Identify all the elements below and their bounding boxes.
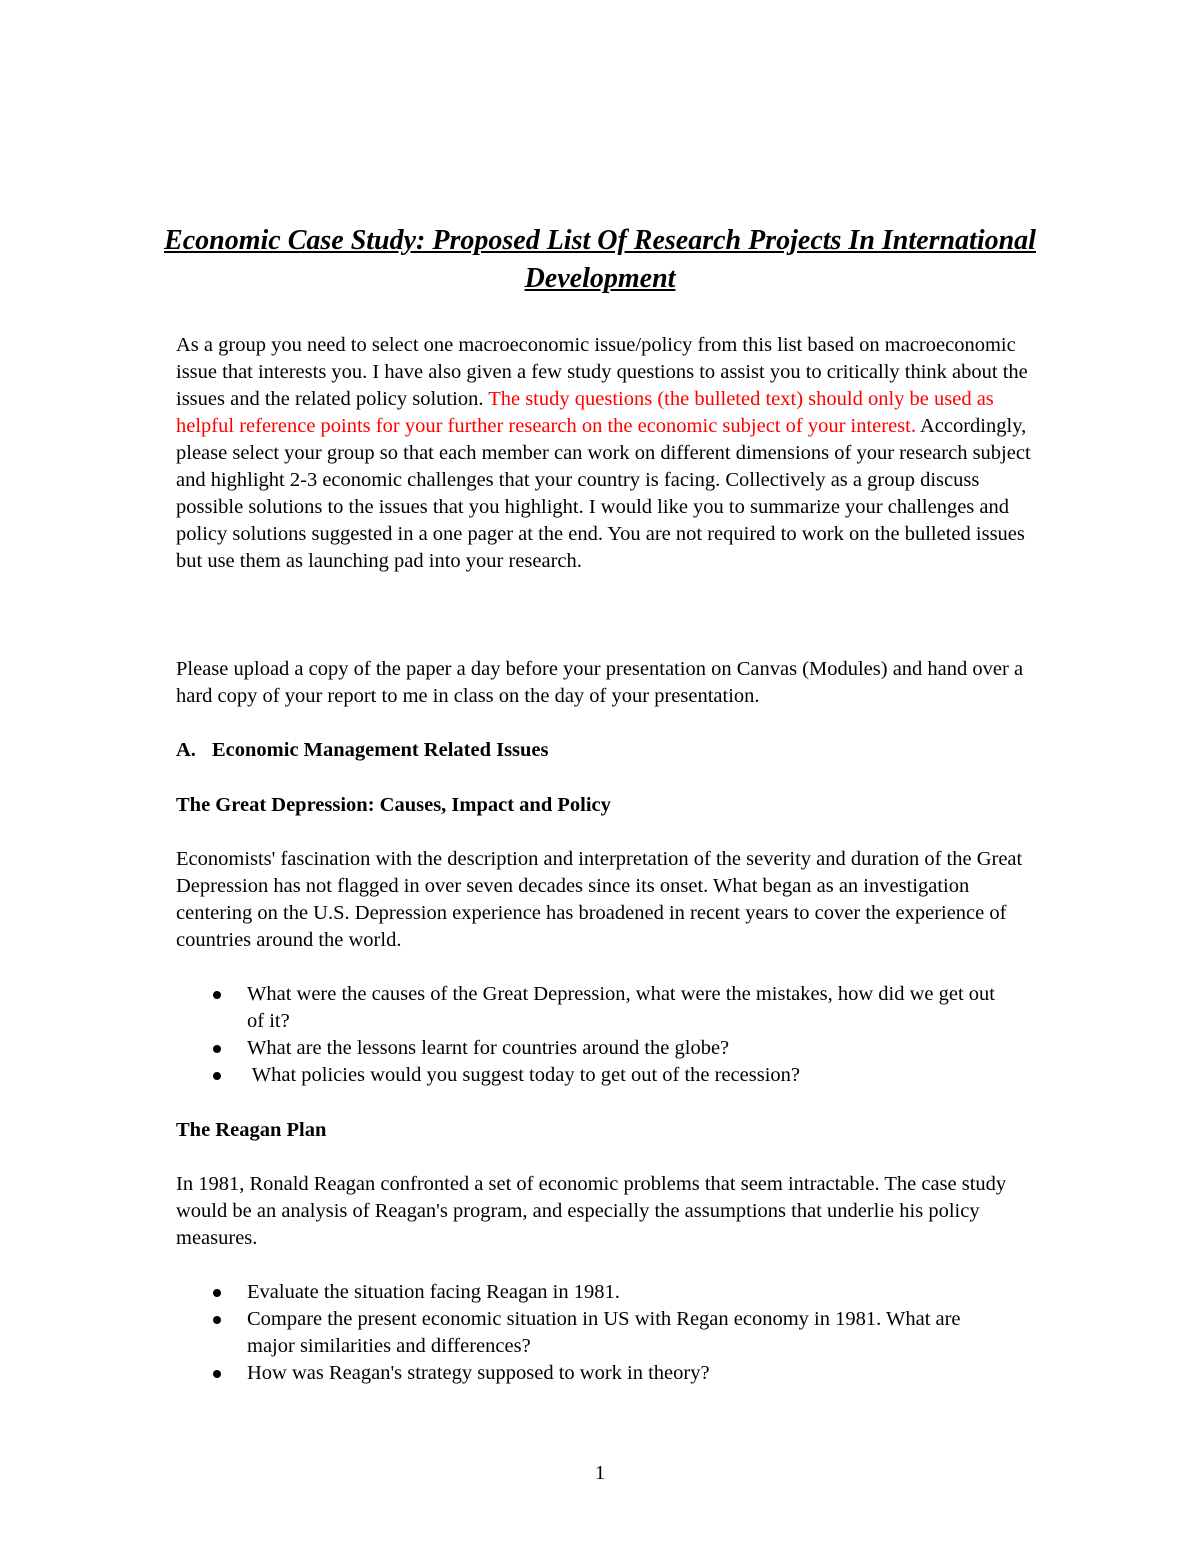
great-depression-heading: The Great Depression: Causes, Impact and Policy: [176, 794, 611, 816]
great-depression-paragraph: Economists' fascination with the description and interpretation of the severity and duration of the Great Depression has not flagged in over seven decades since its onset. What began as an investigation centering on the U.S. Depression experience has broadened in recent years to cover the experience of countries around the world.: [176, 848, 1023, 951]
bullet-text: What are the lessons learnt for countries around the globe?: [247, 1037, 730, 1059]
bullet-text: What were the causes of the Great Depression, what were the mistakes, how did we get out of it?: [247, 983, 995, 1032]
upload-instructions-paragraph: Please upload a copy of the paper a day before your presentation on Canvas (Modules) and hand over a hard copy of your report to me in class on the day of your presentation.: [176, 658, 1024, 707]
list-item: [176, 1279, 996, 1306]
section-a-heading: [176, 737, 549, 764]
section-a-number: A.: [176, 739, 196, 761]
list-item: [176, 981, 996, 1035]
bullet-text: What policies would you suggest today to get out of the recession?: [247, 1064, 801, 1086]
bullet-icon: [213, 1370, 221, 1378]
reagan-plan-paragraph: In 1981, Ronald Reagan confronted a set of economic problems that seem intractable. The case study would be an analysis of Reagan's program, and especially the assumptions that underlie his policy measures.: [176, 1173, 1007, 1249]
bullet-text: Compare the present economic situation in US with Regan economy in 1981. What are major similarities and differences?: [247, 1308, 961, 1357]
list-item: [176, 1360, 996, 1387]
bullet-icon: [213, 1072, 221, 1080]
intro-text-highlight: The study questions (the bulleted text) should only be used as helpful reference points for your further research on the economic subject of your interest.: [176, 388, 994, 437]
intro-paragraph: [176, 332, 1036, 575]
document-title: Economic Case Study: Proposed List Of Research Projects In International Development: [164, 225, 1036, 294]
great-depression-bullet-list: [176, 981, 996, 1089]
intro-text-part3: Accordingly, please select your group so that each member can work on different dimensions of your research subject and highlight 2-3 economic challenges that your country is facing. Collectively as a group discuss possible solutions to the issues that you highlight. I would like you to summarize your challenges and policy solutions suggested in a one pager at the end. You are not required to work on the bulleted issues but use them as launching pad into your research.: [176, 415, 1031, 572]
bullet-icon: [213, 1045, 221, 1053]
section-a-title: Economic Management Related Issues: [212, 739, 549, 761]
list-item: [176, 1035, 996, 1062]
bullet-text: Evaluate the situation facing Reagan in 1981.: [247, 1281, 620, 1303]
bullet-text: How was Reagan's strategy supposed to work in theory?: [247, 1362, 710, 1384]
bullet-icon: [213, 1316, 221, 1324]
page-number: 1: [594, 1462, 606, 1484]
bullet-icon: [213, 991, 221, 999]
list-item: [176, 1062, 996, 1089]
list-item: [176, 1306, 996, 1360]
reagan-plan-heading: The Reagan Plan: [176, 1119, 327, 1141]
bullet-icon: [213, 1289, 221, 1297]
reagan-plan-bullet-list: [176, 1279, 996, 1387]
intro-text-part1: As a group you need to select one macroeconomic issue/policy from this list based on macroeconomic issue that interests you. I have also given a few study questions to assist you to critically think about the issues and the related policy solution.: [176, 334, 1028, 410]
